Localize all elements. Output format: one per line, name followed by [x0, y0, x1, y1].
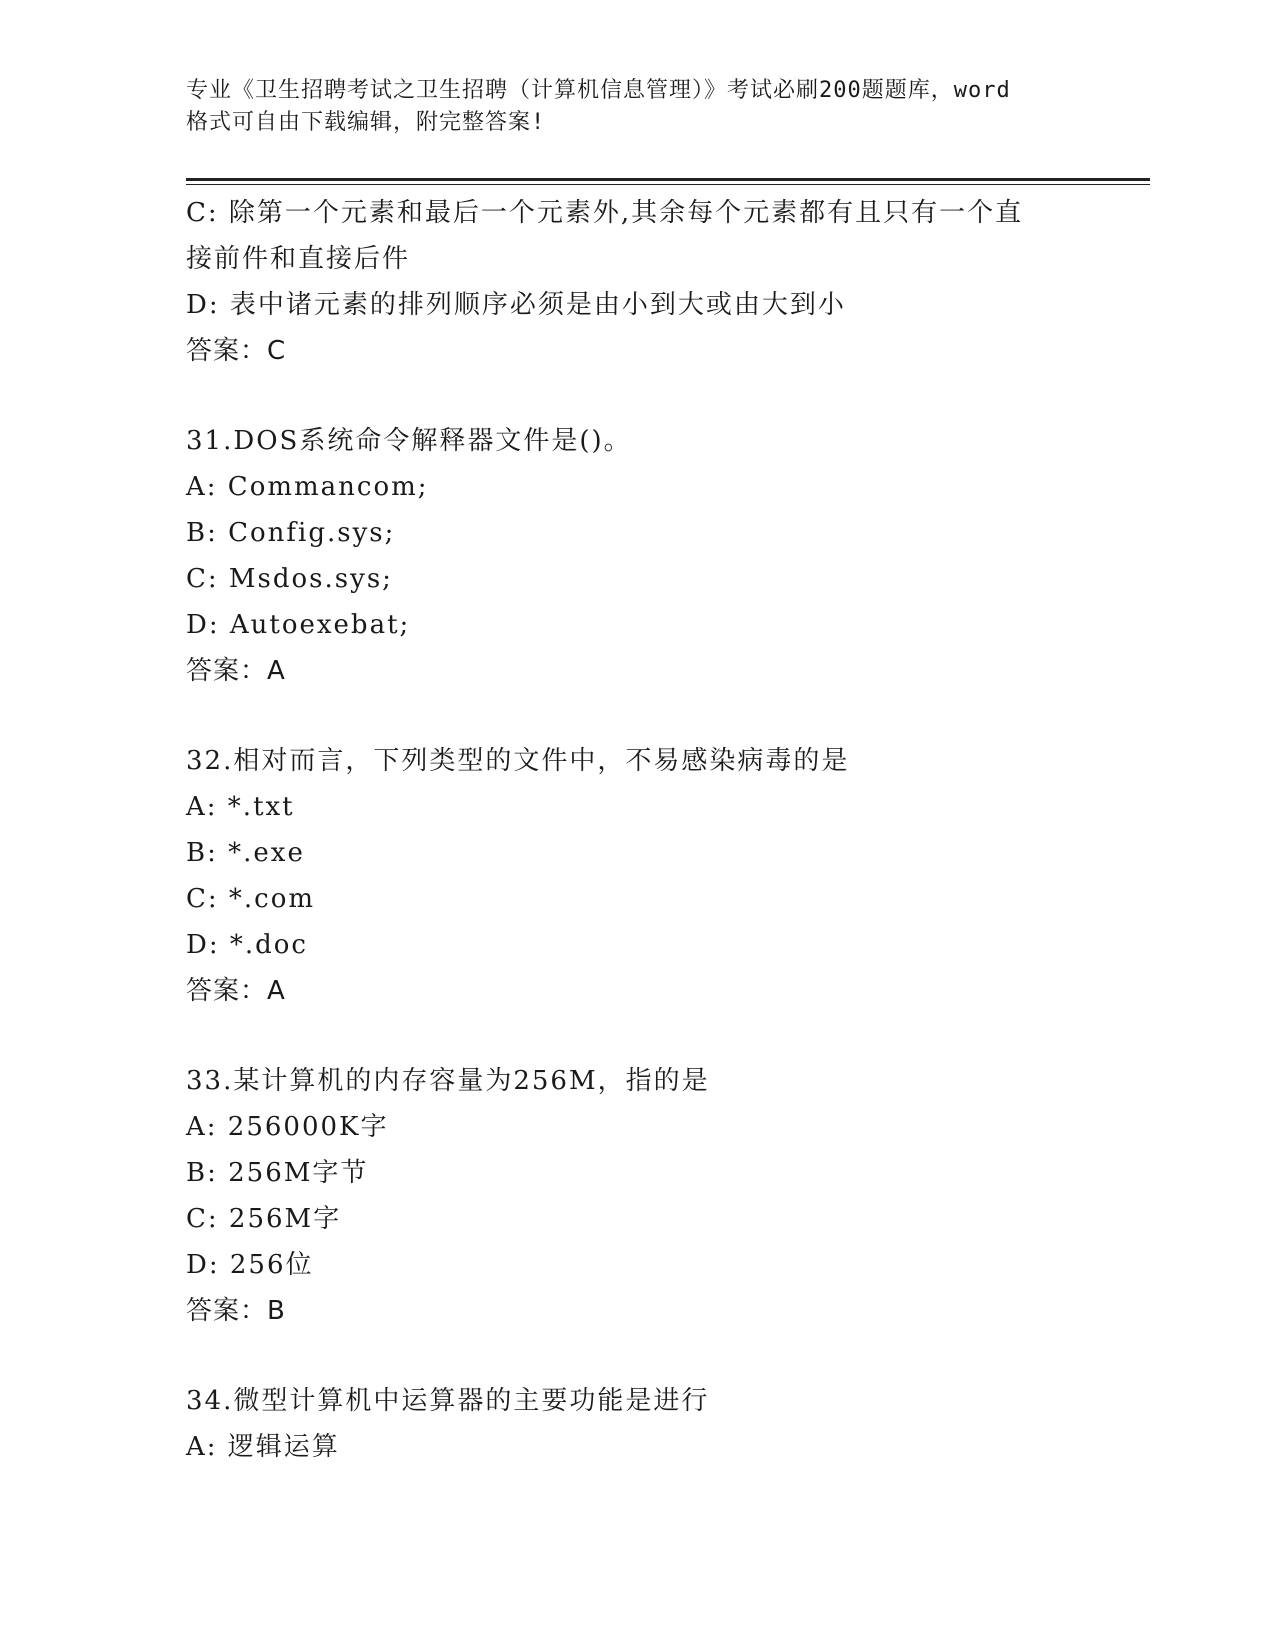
option-a: A: *.txt — [186, 792, 295, 822]
option-c: C: *.com — [186, 884, 316, 914]
option-d: D: 表中诸元素的排列顺序必须是由小到大或由大到小 — [186, 290, 846, 320]
answer: 答案：A — [186, 976, 286, 1006]
header-rule-thin — [186, 184, 1150, 185]
option-a: A: 逻辑运算 — [186, 1432, 340, 1462]
question-32 — [186, 738, 1086, 1014]
answer: 答案：C — [186, 336, 287, 366]
question-content — [186, 190, 1086, 1470]
option-c: C: 除第一个元素和最后一个元素外,其余每个元素都有且只有一个直 — [186, 198, 1024, 228]
option-c-continued: 接前件和直接后件 — [186, 244, 411, 274]
option-a: A: Commancom; — [186, 472, 429, 502]
option-b: B: *.exe — [186, 838, 305, 868]
option-d: D: Autoexebat; — [186, 610, 411, 640]
option-d: D: 256位 — [186, 1250, 314, 1280]
option-c: C: Msdos.sys; — [186, 564, 393, 594]
option-a: A: 256000K字 — [186, 1112, 389, 1142]
question-34 — [186, 1378, 1086, 1470]
previous-question-tail — [186, 190, 1086, 374]
option-b: B: 256M字节 — [186, 1158, 369, 1188]
question-title: 32.相对而言，下列类型的文件中，不易感染病毒的是 — [186, 746, 850, 776]
answer: 答案：A — [186, 656, 286, 686]
header-line-1: 专业《卫生招聘考试之卫生招聘（计算机信息管理）》考试必刷200题题库，word — [186, 78, 1011, 103]
question-title: 33.某计算机的内存容量为256M，指的是 — [186, 1066, 710, 1096]
question-title: 34.微型计算机中运算器的主要功能是进行 — [186, 1386, 710, 1416]
option-d: D: *.doc — [186, 930, 308, 960]
document-header — [186, 75, 1086, 139]
header-line-2: 格式可自由下载编辑，附完整答案! — [186, 110, 546, 135]
option-c: C: 256M字 — [186, 1204, 342, 1234]
header-rule-thick — [186, 178, 1150, 181]
answer: 答案：B — [186, 1296, 286, 1326]
question-33 — [186, 1058, 1086, 1334]
question-31 — [186, 418, 1086, 694]
question-title: 31.DOS系统命令解释器文件是()。 — [186, 426, 632, 456]
option-b: B: Config.sys; — [186, 518, 396, 548]
